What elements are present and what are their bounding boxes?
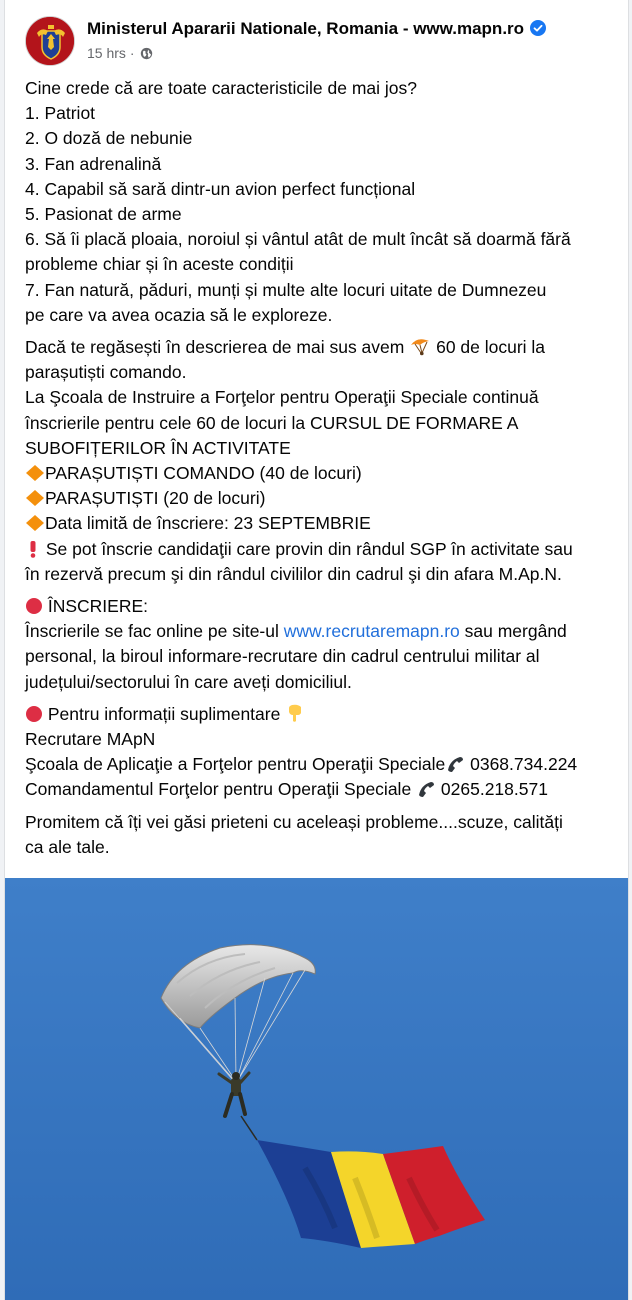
post-body [25,76,621,867]
post-line [25,702,621,727]
post-offer-paragraph [25,335,621,587]
post-line: în rezervă precum şi din rândul civililor din cadrul şi din afara M.Ap.N. [25,563,562,584]
telephone-receiver-emoji [445,755,465,773]
post-line [25,594,621,619]
post-line: ca ale tale. [25,836,110,857]
telephone-receiver-emoji [416,780,436,798]
post-line: 1. Patriot [25,103,96,124]
page-name[interactable]: Ministerul Apararii Nationale, Romania - www.mapn.ro [87,19,525,38]
post-line [25,537,621,562]
red-exclamation-emoji [25,540,41,558]
red-circle-emoji [25,597,43,615]
post-line: Cine crede că are toate caracteristicile de mai jos? [25,78,417,98]
orange-diamond-emoji [25,514,45,532]
post-text: Data limită de înscriere: 23 SEPTEMBRIE [45,513,371,534]
post-photo[interactable] [5,878,629,1300]
post-line: Promitem că îți vei găsi prieteni cu aceleași probleme....scuze, calități [25,811,563,832]
post-line: pe care va avea ocazia să le exploreze. [25,304,333,325]
post-meta [87,45,153,61]
post-line: înscrierile pentru cele 60 de locuri la CURSUL DE FORMARE A [25,412,519,433]
post-line [25,461,621,486]
post-text: Şcoala de Aplicaţie a Forţelor pentru Operaţii Speciale [25,754,446,775]
post-text: PARAȘUTIȘTI COMANDO (40 de locuri) [45,463,362,484]
post-line: SUBOFIȚERILOR ÎN ACTIVITATE [25,437,291,458]
post-text: 0265.218.571 [436,779,548,800]
post-text: sau mergând [459,621,567,642]
post-text: 60 de locuri la [431,337,546,358]
recrutare-link[interactable]: www.recrutaremapn.ro [283,621,460,642]
post-line: parașutiști comando. [25,362,187,383]
post-line [25,777,621,802]
post-line [25,511,621,536]
post-line: 5. Pasionat de arme [25,204,182,225]
post-line: 2. O doză de nebunie [25,128,193,149]
post-text: PARAȘUTIȘTI (20 de locuri) [45,488,266,509]
post-line: personal, la biroul informare-recrutare din cadrul centrului militar al [25,646,540,667]
post-time[interactable]: 15 hrs [87,45,126,61]
post-text: Înscrierile se fac online pe site-ul [25,621,284,642]
mapn-crest-logo [26,17,75,66]
page-avatar[interactable] [25,16,75,66]
post-line [25,752,621,777]
post-card [4,0,629,1300]
post-inscriere-paragraph [25,594,621,695]
meta-separator: · [129,45,135,61]
parachute-emoji [409,336,431,356]
post-intro-paragraph [25,76,621,328]
post-line: La Şcoala de Instruire a Forţelor pentru Operaţii Speciale continuă [25,387,539,408]
orange-diamond-emoji [25,489,45,507]
post-line [25,486,621,511]
backhand-index-down-emoji [285,703,305,723]
post-text: Se pot înscrie candidaţii care provin din rândul SGP în activitate sau [41,538,573,559]
post-line: probleme chiar și în aceste condiții [25,254,294,275]
post-text: Dacă te regăsești în descrierea de mai sus avem [25,337,410,358]
post-line: 7. Fan natură, păduri, munți și multe alte locuri uitate de Dumnezeu [25,279,547,300]
post-line: 4. Capabil să sară dintr-un avion perfect funcțional [25,178,416,199]
verified-badge-icon [530,20,546,36]
post-text: Comandamentul Forţelor pentru Operaţii Speciale [25,779,417,800]
post-line: 3. Fan adrenalină [25,153,162,174]
red-circle-emoji [25,705,43,723]
globe-icon[interactable] [140,47,153,60]
page-name-link[interactable] [87,19,546,39]
parachutist-flag-photo [5,878,629,1300]
post-line [25,619,621,644]
post-text: 0368.734.224 [465,754,578,775]
post-closing-paragraph [25,810,621,860]
post-line: județului/sectorului în care aveți domiciliul. [25,671,352,692]
post-header [25,16,615,68]
post-info-paragraph [25,702,621,803]
post-line [25,335,621,360]
post-line: Recrutare MApN [25,729,156,750]
orange-diamond-emoji [25,464,45,482]
post-line: 6. Să îi placă ploaia, noroiul și vântul atât de mult încât să doarmă fără [25,229,571,250]
post-text: Pentru informații suplimentare [43,703,286,724]
post-text: ÎNSCRIERE: [43,596,149,617]
